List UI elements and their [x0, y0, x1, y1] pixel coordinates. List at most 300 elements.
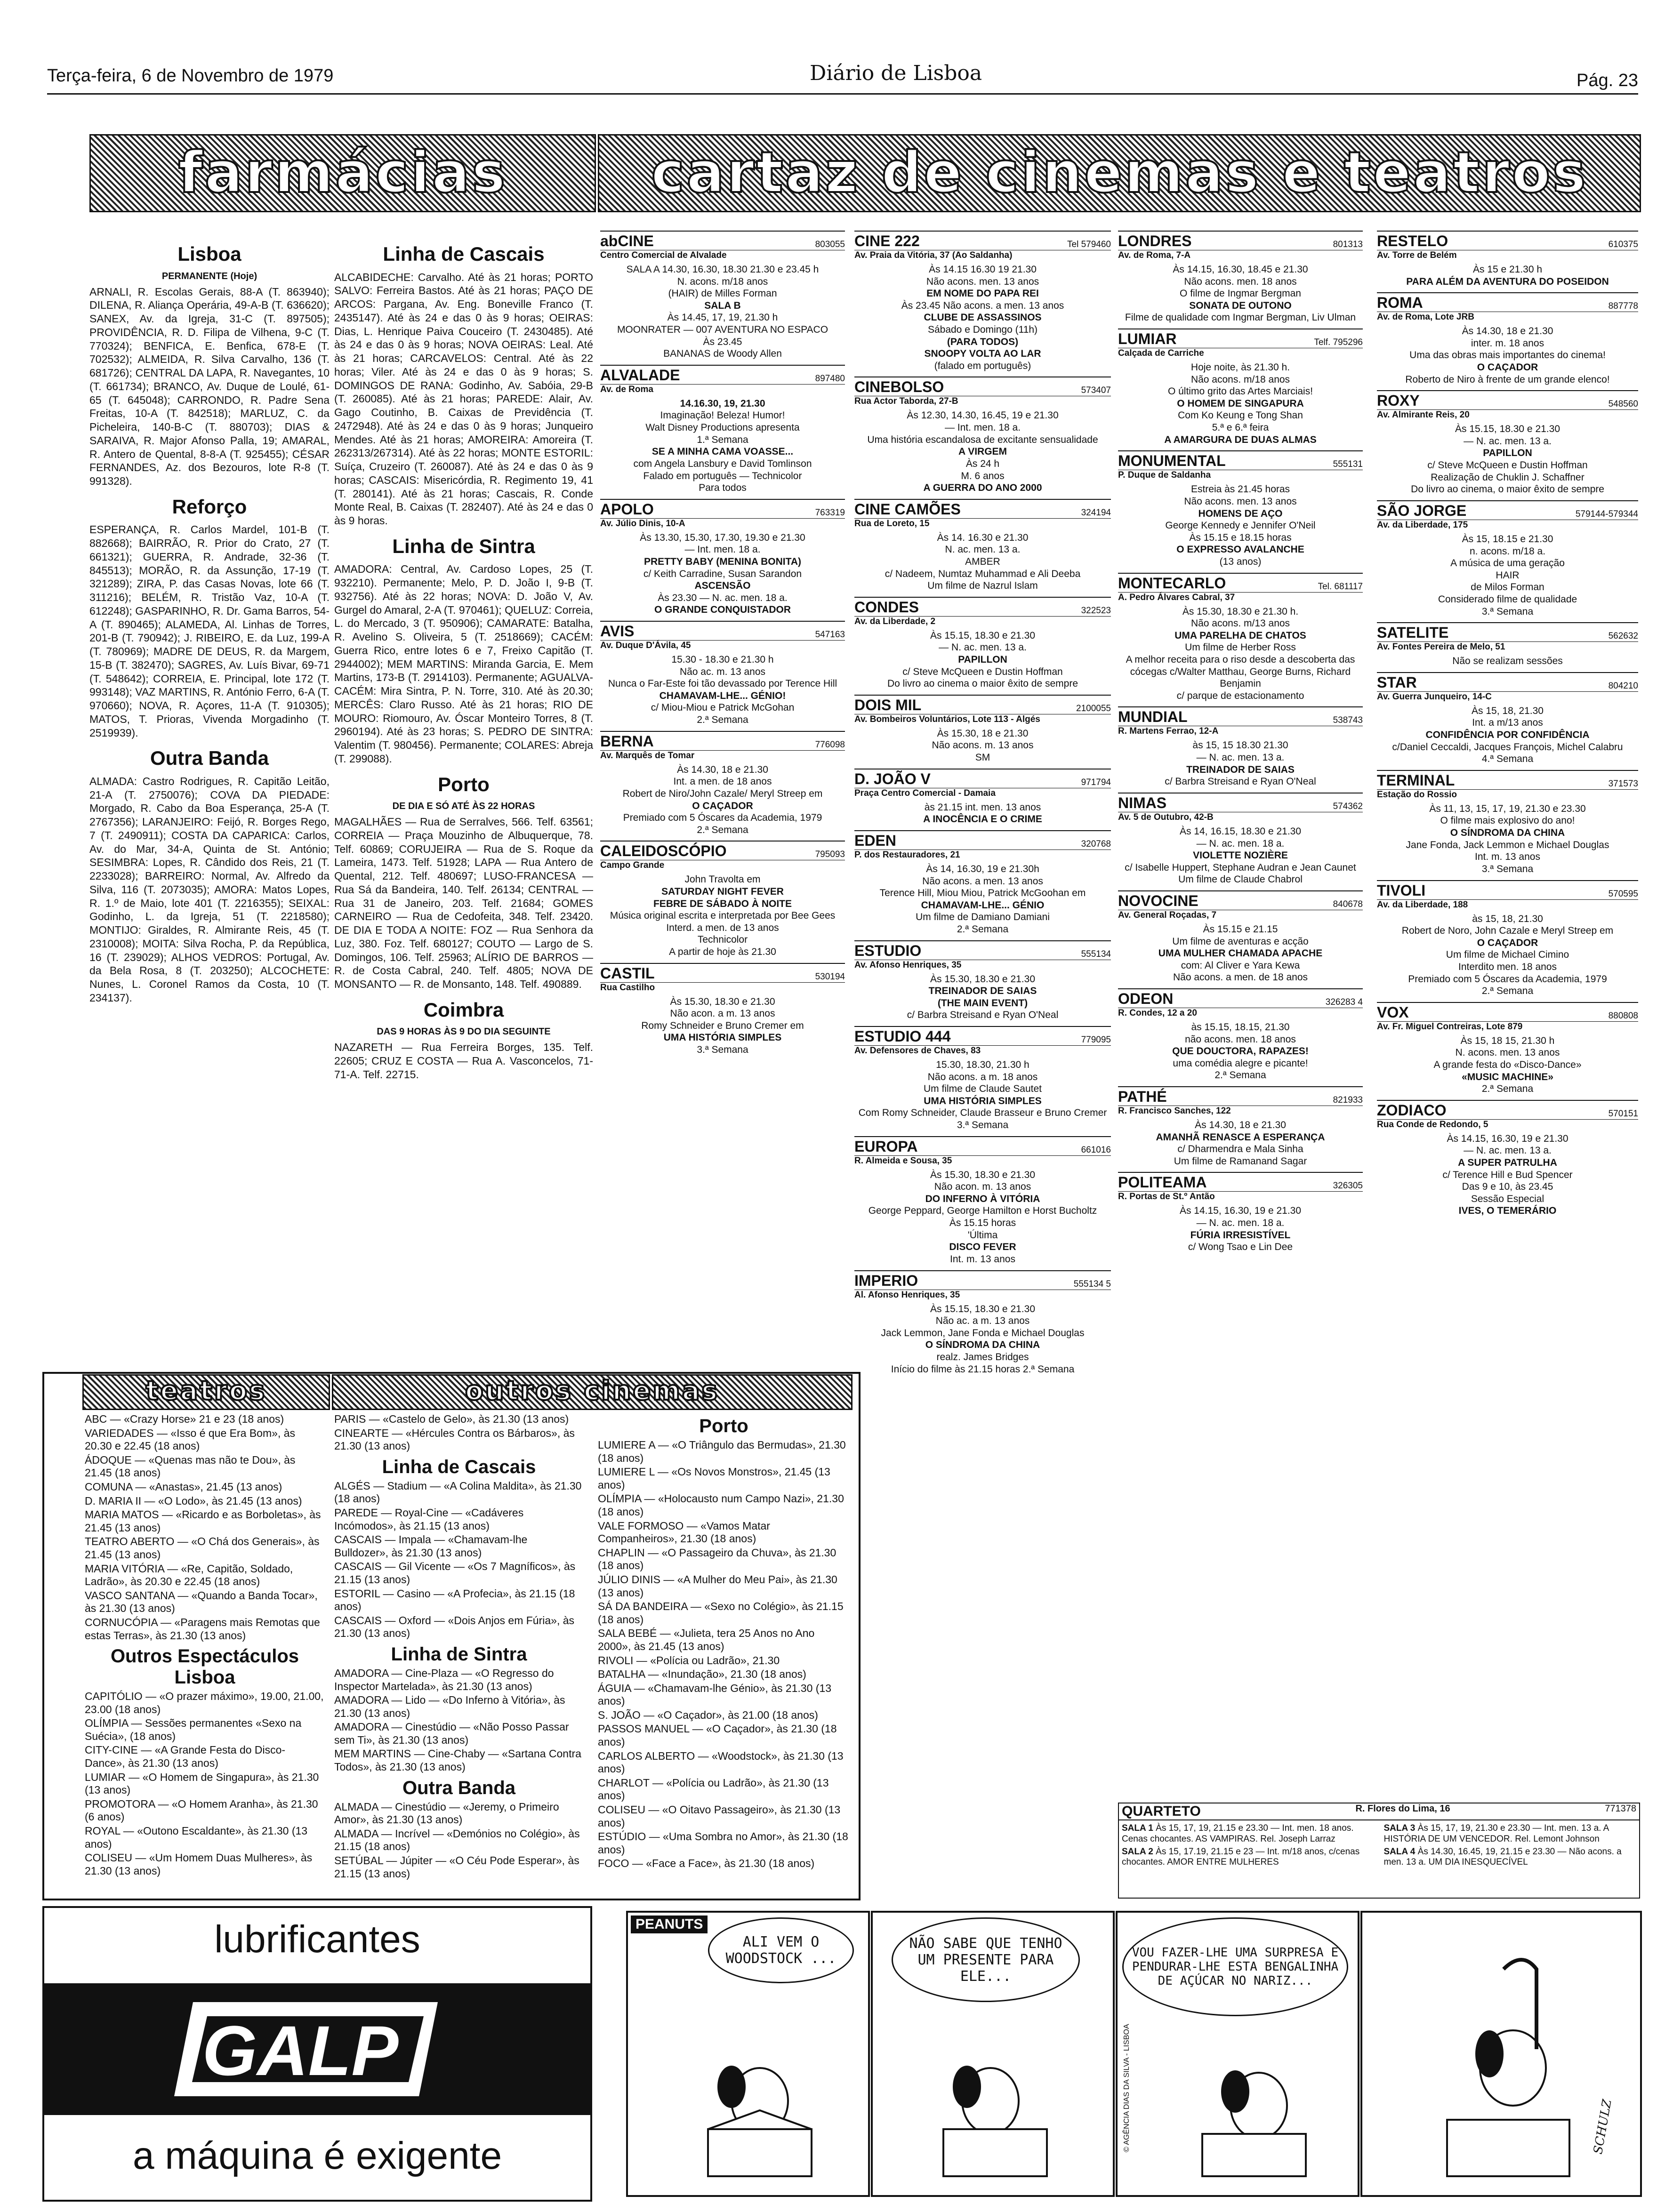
showtime-line: 3.ª Semana — [697, 1044, 748, 1056]
showtime-line: FÚRIA IRRESISTÍVEL — [1190, 1229, 1291, 1241]
cinema-address: Av. 5 de Outubro, 42-B — [1118, 812, 1214, 822]
showtime-line: c/ Barbra Streisand e Ryan O'Neal — [907, 1010, 1059, 1021]
showtime-line: SALA B — [704, 300, 741, 311]
showtime-line: DISCO FEVER — [949, 1242, 1016, 1253]
showtime-line: Não acon. a m. 13 anos — [670, 1008, 775, 1019]
cinema-name: CINE 222 — [854, 232, 920, 249]
showtime-line: CHAMAVAM-LHE... GÉNIO — [921, 899, 1045, 911]
showtime-line: Início do filme às 21.15 horas 2.ª Semana — [891, 1363, 1075, 1375]
pharmacies-banner: farmácias — [89, 134, 596, 212]
showtime-line: — N. ac. men. 13 a. — [939, 642, 1027, 653]
showtime-line: Realização de Chuklin J. Schaffner — [1431, 472, 1585, 483]
cinema-listing — [854, 597, 1111, 690]
showtime-line: A SUPER PATRULHA — [1458, 1157, 1557, 1169]
showtime-line: A AMARGURA DE DUAS ALMAS — [1164, 434, 1317, 445]
showtime-line: Um filme de Damiano Damiani — [916, 912, 1050, 923]
theatres-banner: teatros — [82, 1374, 330, 1410]
cinema-col-4 — [1377, 231, 1638, 1793]
cinema-listing: LUMIERE A — «O Triângulo das Bermudas», 21.30 (18 anos) — [598, 1439, 846, 1464]
section-subtitle: DE DIA E SÓ ATÉ ÀS 22 HORAS — [392, 801, 535, 811]
showtime-line: SE A MINHA CAMA VOASSE... — [652, 446, 794, 457]
showtime-line: George Peppard, George Hamilton e Horst Bucholtz — [868, 1205, 1097, 1217]
other-cinemas-col-2 — [598, 1412, 850, 1894]
showtime-line: A partir de hoje às 21.30 — [669, 946, 776, 957]
showtime-line: Não acons. men. 13 anos — [1184, 496, 1297, 507]
showtime-line: Às 14.30, 18 e 21.30 — [677, 764, 768, 775]
showtime-line: O EXPRESSO AVALANCHE — [1176, 544, 1304, 555]
cinema-listing — [1377, 622, 1638, 667]
showtime-line: Robert de Niro/John Cazale/ Meryl Streep em — [622, 788, 823, 799]
theatre-listing: MARIA MATOS — «Ricardo e as Borboletas», às 21.45 (13 anos) — [85, 1508, 321, 1534]
showtime-line: Às 11, 13, 15, 17, 19, 21.30 e 23.30 — [1429, 803, 1586, 814]
showtime-line: 2.ª Semana — [1481, 1083, 1534, 1095]
cinema-phone: 840678 — [1333, 899, 1363, 909]
cinema-name: EDEN — [854, 832, 896, 849]
showtime-line: Às 14.15, 16.30, 19 e 21.30 — [1447, 1133, 1569, 1144]
showtime-line: — N. ac. men. 13 a. — [1464, 1145, 1552, 1156]
showtime-line: Às 15.15, 18.30 e 21.30 — [930, 1303, 1035, 1314]
cinema-listing — [600, 963, 845, 1056]
show-listing: LUMIAR — «O Homem de Singapura», às 21.30 (13 anos) — [85, 1771, 319, 1796]
cinema-phone: 801313 — [1333, 240, 1363, 249]
theatre-listing: D. MARIA II — «O Lodo», às 21.45 (13 anos) — [85, 1494, 302, 1507]
quarteto-sala: SALA 1 Às 15, 17, 19, 21.15 e 23.30 — Int. men. 18 anos. Cenas chocantes. AS VAMPIRAS. Rel. Joseph Larraz — [1122, 1823, 1354, 1844]
cinema-listing: PASSOS MANUEL — «O Caçador», às 21.30 (18 anos) — [598, 1723, 837, 1748]
showtime-line: 14.16.30, 19, 21.30 — [680, 398, 765, 409]
cinema-listing: CASCAIS — Impala — «Chamavam-lhe Bulldozer», às 21.30 (13 anos) — [334, 1533, 528, 1559]
pharmacy-list: ESPERANÇA, R. Carlos Mardel, 101-B (T. 882668); BAIRRÃO, R. Prior do Crato, 27 (T. 661321); GUERRA, R. Andrade, 32-36 (T. 845513); MORÃO, R. da Assunção, 17-19 (T. 321289); ZIRA, P. das Casas Novas, lote 66 (T. 311216); BELÉM, R. Tristão Vaz, 10-A (T. 612248); GASPARINHO, R. Dr. Gama Barros, 54-A (T. 890465); ALAMEDA, Al. Linhas de Torres, 201-B (T. 790942); J. RIBEIRO, E. da Luz, 199-A (T. 780969); MADRE DE DEUS, R. da Margem, 15-B (T. 382470); SAGRES, Av. Luís Bivar, 69-71 (T. 548642); CORREIA, E. Principal, lote 172 (T. 993148); VAZ MARTINS, R. António Ferro, 6-A (T. 970660); NOVA, R. Açores, 11-A (T. 910305); MATOS, T. Prioras, Vivenda Morgadinho (T. 2519939). — [89, 523, 330, 739]
cinema-listing: PAREDE — Royal-Cine — «Cadáveres Incómodos», às 21.15 (13 anos) — [334, 1506, 524, 1532]
cinema-name: CONDES — [854, 598, 919, 616]
showtime-line: Às 15.15 e 21.15 — [1203, 923, 1278, 935]
showtime-line: (HAIR) de Milles Forman — [668, 288, 777, 299]
cinema-phone: 579144-579344 — [1575, 509, 1638, 519]
speech-balloon: ALI VEM O WOODSTOCK ... — [708, 1917, 854, 1983]
cinema-listing — [1118, 706, 1363, 787]
showtime-line: Int. a men. de 18 anos — [673, 776, 772, 787]
showtime-line: Não acons. m. 13 anos — [932, 740, 1034, 751]
showtime-line: — Int. men. 18 a. — [684, 544, 761, 555]
cinema-phone: 548560 — [1608, 399, 1638, 409]
cinema-address: R. Francisco Sanches, 122 — [1118, 1106, 1231, 1116]
theatre-listing: TEATRO ABERTO — «O Chá dos Generais», às 21.45 (13 anos) — [85, 1535, 320, 1561]
showtime-line: 2.ª Semana — [1481, 986, 1534, 997]
cinema-address: Al. Afonso Henriques, 35 — [854, 1290, 960, 1300]
cinema-name: SÃO JORGE — [1377, 502, 1467, 519]
cinema-name: RESTELO — [1377, 232, 1448, 249]
cinema-listing — [1118, 1086, 1363, 1167]
cinema-listing — [854, 830, 1111, 936]
showtime-line: Às 15.30, 18 e 21.30 — [937, 728, 1029, 739]
cinema-phone: 821933 — [1333, 1095, 1363, 1106]
cinema-name: abCINE — [600, 232, 654, 249]
showtime-line: Não acons. m/13 anos — [1190, 618, 1290, 629]
showtime-line: O CAÇADOR — [692, 800, 753, 811]
header-rule — [47, 93, 1638, 95]
showtime-line: c/ Keith Carradine, Susan Sarandon — [643, 568, 802, 579]
cinema-listing — [1377, 672, 1638, 765]
section-title: Coimbra — [423, 998, 504, 1021]
showtime-line: UMA PARELHA DE CHATOS — [1174, 630, 1306, 641]
cinema-name: CALEIDOSCÓPIO — [600, 842, 727, 860]
showtime-line: HOMENS DE AÇO — [1198, 508, 1283, 519]
section-title: Reforço — [172, 495, 247, 518]
showtime-line: A VIRGEM — [958, 446, 1007, 457]
showtime-line: Às 14.45, 17, 19, 21.30 h — [667, 312, 778, 323]
showtime-line: com Angela Lansbury e David Tomlinson — [633, 458, 812, 469]
pharmacy-list: ALCABIDECHE: Carvalho. Até às 21 horas; PORTO SALVO: Ferreira Bastos. Até às 21 horas; PAÇO DE ARCOS: Pargana, Av. Eng. Boneville Franco (T. 2435147). Até às 24 e das 0 às 9 horas; OEIRAS: Dias, L. Henrique Paiva Couceiro (T. 2430485). Até às 24 e das 0 às 9 horas; NOVA OEIRAS: Leal. Até às 21 horas; CARCAVELOS: Central. Até às 22 horas; Viler. Até às 24 e das 0 às 9 horas; S. DOMINGOS DE RANA: Godinho, Av. Sabóia, 29-B (T. 260085). Até às 21 horas; PAREDE: Alair, Av. Gago Coutinho, B. Caixas de Previdência (T. 2472948). Até às 24 e das 0 às 9 horas; Junqueiro Mendes. Até às 21 horas; AMOREIRA: Amoreira (T. 262313/267314). Até às 22 horas; MONTE ESTORIL: Suíça, Cruzeiro (T. 260087). Até às 24 e das 0 às 9 horas; CASCAIS: Misericórdia, R. Regimento 19, 41 (T. 280141). Até às 21 horas; Cascais, R. Conde Monte Real, B. Caixas (T. 282407). Até às 24 e das 0 às 9 horas. — [334, 271, 593, 527]
showtime-line: A INOCÊNCIA E O CRIME — [923, 814, 1042, 825]
showtime-line: George Kennedy e Jennifer O'Neil — [1165, 520, 1316, 531]
pharmacies-col-2 — [334, 235, 593, 1355]
showtime-line: Uma das obras mais importantes do cinema! — [1409, 350, 1606, 361]
showtime-line: Às 12.30, 14.30, 16.45, 19 e 21.30 — [907, 410, 1059, 421]
cinema-listing — [1118, 231, 1363, 324]
showtime-line: 'Última — [967, 1229, 998, 1241]
showtime-line: Sessão Especial — [1471, 1193, 1544, 1204]
showtime-line: c/ Barbra Streisand e Ryan O'Neal — [1165, 776, 1316, 787]
cinema-address: P. Duque de Saldanha — [1118, 470, 1211, 481]
showtime-line: SATURDAY NIGHT FEVER — [661, 886, 784, 897]
showtime-line: às 15, 18, 21.30 — [1472, 913, 1543, 924]
cinema-name: AVIS — [600, 623, 635, 640]
cinema-phone: Telf. 795296 — [1314, 337, 1363, 348]
showtime-line: Às 23.45 Não acons. a men. 13 anos — [901, 300, 1064, 311]
cinema-name: IMPERIO — [854, 1272, 918, 1289]
showtime-line: Das 9 e 10, às 23.45 — [1462, 1181, 1553, 1193]
showtime-line: Música original escrita e interpretada por Bee Gees — [610, 910, 836, 922]
showtime-line: Às 15.30, 18.30 e 21.30 — [930, 973, 1035, 985]
cinema-name: CASTIL — [600, 964, 655, 982]
cinema-listing — [1118, 890, 1363, 984]
cinema-listing — [1118, 988, 1363, 1082]
speech-balloon: NÃO SABE QUE TENHO UM PRESENTE PARA ELE... — [892, 1917, 1080, 2002]
showtime-line: 1.ª Semana — [697, 434, 748, 445]
cinema-name: CINEBOLSO — [854, 378, 944, 396]
cinema-phone: 880808 — [1608, 1010, 1638, 1021]
showtime-line: TREINADOR DE SAIAS — [928, 986, 1037, 997]
showtime-line: A grande festa do «Disco-Dance» — [1433, 1059, 1582, 1070]
showtime-line: Um filme de Herber Ross — [1185, 642, 1296, 653]
showtime-line: c/ Steve McQueen e Dustin Hoffman — [902, 666, 1063, 677]
cinema-banner: cartaz de cinemas e teatros — [598, 134, 1641, 212]
showtime-line: (falado em português) — [934, 360, 1031, 371]
showtime-line: c/ Isabelle Huppert, Stephane Audran e Jean Caunet — [1125, 862, 1356, 873]
cinema-listing — [1118, 573, 1363, 702]
showtime-line: Filme de qualidade com Ingmar Bergman, Liv Ulman — [1125, 312, 1356, 323]
showtime-line: O HOMEM DE SINGAPURA — [1177, 398, 1304, 409]
cinema-name: MUNDIAL — [1118, 708, 1188, 726]
theatre-listing: COMUNA — «Anastas», 21.45 (13 anos) — [85, 1480, 282, 1493]
section-title: Linha de Sintra — [391, 1643, 527, 1665]
showtime-line: O CAÇADOR — [1477, 362, 1538, 373]
showtime-line: 2.ª Semana — [1215, 1070, 1266, 1081]
showtime-line: às 21.15 int. men. 13 anos — [924, 801, 1041, 813]
showtime-line: Às 13.30, 15.30, 17.30, 19.30 e 21.30 — [640, 532, 805, 543]
showtime-line: A melhor receita para o riso desde a descoberta das cócegas c/Walter Matthau, George Burns, Richard Benjamin — [1126, 654, 1355, 689]
galp-advertisement — [42, 1906, 592, 2202]
showtime-line: PARA ALÉM DA AVENTURA DO POSEIDON — [1406, 276, 1609, 287]
cinema-listing — [854, 1270, 1111, 1376]
showtime-line: 2.ª Semana — [697, 824, 748, 835]
showtime-line: Um filme de Nazrul Islam — [927, 580, 1038, 592]
section-title: Linha de Cascais — [382, 1456, 536, 1477]
showtime-line: Não acons. a men. de 18 anos — [1173, 972, 1308, 983]
showtime-line: Robert de Noro, John Cazale e Meryl Streep em — [1401, 925, 1614, 937]
showtime-line: M. 6 anos — [961, 470, 1005, 481]
showtime-line: MOONRATER — 007 AVENTURA NO ESPACO — [617, 324, 828, 336]
cinema-name: ZODIACO — [1377, 1101, 1447, 1119]
pharmacy-list: AMADORA: Central, Av. Cardoso Lopes, 25 (T. 932210). Permanente; Melo, P. D. João I, 9-B (T. 932756). Até às 22 horas; NOVA: D. João V, Av. Gurgel do Amaral, 2-A (T. 970461); QUELUZ: Correia, L. do Mercado, 3 (T. 950906); CAMARATE: Batalha, R. Avelino S. Oliveira, 5 (T. 2518669); CACÉM: Guerra Rico, entre lotes 6 e 7, Freixo Capitão (T. 2944002); MEM MARTINS: Miranda Garcia, E. Mem Martins, 173-B (T. 2914103). Permanente; AGUALVA-CACÉM: Mira Sintra, P. N. Torre, 310. Até às 20.30; MERCÊS: Claro Russo. Até às 21 horas; RIO DE MOURO: Riomouro, Av. Óscar Monteiro Torres, 8 (T. 2960194). Até às 23 horas; S. PEDRO DE SINTRA: Valentim (T. 980456). Permanente; COLARES: Abreja (T. 299088). — [334, 563, 593, 765]
showtime-line: CLUBE DE ASSASSINOS — [924, 312, 1042, 323]
cinema-listing — [1118, 1172, 1363, 1253]
showtime-line: com: Al Cliver e Yara Kewa — [1181, 960, 1300, 971]
showtime-line: Às 15, 18.15 e 21.30 — [1462, 533, 1553, 545]
cinema-phone: 562632 — [1608, 631, 1638, 641]
cinema-name: VOX — [1377, 1003, 1409, 1021]
showtime-line: Às 15, 18 15, 21.30 h — [1460, 1035, 1555, 1046]
showtime-line: SNOOPY VOLTA AO LAR — [924, 348, 1041, 360]
showtime-line: Premiado com 5 Óscares da Academia, 1979 — [623, 812, 822, 824]
section-title: Outra Banda — [150, 747, 269, 769]
cinema-name: ESTUDIO — [854, 942, 922, 959]
showtime-line: de Milos Forman — [1471, 582, 1544, 593]
showtime-line: Às 23.45 — [703, 336, 742, 347]
cinema-phone: 887778 — [1608, 301, 1638, 312]
cinema-address: Av. Guerra Junqueiro, 14-C — [1377, 691, 1492, 702]
cinema-listing: CASCAIS — Oxford — «Dois Anjos em Fúria», às 21.30 (13 anos) — [334, 1614, 575, 1640]
cinema-address: Centro Comercial de Alvalade — [600, 250, 727, 260]
cinema-address: Av. Torre de Belém — [1377, 250, 1457, 260]
showtime-line: IVES, O TEMERÁRIO — [1458, 1205, 1557, 1217]
showtime-line: Não acons. a m. 18 anos — [927, 1071, 1038, 1082]
cinema-address: Av. General Roçadas, 7 — [1118, 910, 1217, 920]
showtime-line: c/ Steve McQueen e Dustin Hoffman — [1427, 460, 1588, 471]
showtime-line: O SÍNDROMA DA CHINA — [925, 1339, 1040, 1351]
quarteto-listing — [1118, 1803, 1640, 1899]
cinema-listing: CINEARTE — «Hércules Contra os Bárbaros», às 21.30 (13 anos) — [334, 1427, 575, 1452]
showtime-line: PRETTY BABY (MENINA BONITA) — [643, 556, 802, 567]
cinema-listing: SALA BEBÉ — «Julieta, tera 25 Anos no Ano 2000», às 21.45 (13 anos) — [598, 1627, 815, 1652]
showtime-line: Uma história escandalosa de excitante sensualidade — [867, 434, 1098, 445]
showtime-line: Imaginação! Beleza! Humor! — [660, 410, 785, 421]
cinema-name: ROMA — [1377, 294, 1423, 312]
cinema-listing: COLISEU — «O Oitavo Passageiro», às 21.30 (13 anos) — [598, 1803, 841, 1829]
showtime-line: Às 15.15, 18.30 e 21.30 — [1455, 424, 1560, 435]
cinema-listing — [854, 499, 1111, 592]
showtime-line: Falado em português — Technicolor — [643, 470, 802, 481]
showtime-line: Int. m. 13 anos — [1475, 851, 1540, 863]
showtime-line: Às 15.15, 18.30 e 21.30 — [930, 630, 1035, 641]
cinema-listing: ALMADA — Incrível — «Demónios no Colégio», às 21.15 (18 anos) — [334, 1827, 580, 1853]
cinema-phone: 324194 — [1081, 507, 1111, 518]
cinema-phone: 326305 — [1333, 1181, 1363, 1191]
showtime-line: Às 14, 16.30, 19 e 21.30h — [926, 863, 1039, 874]
showtime-line: UMA HISTÓRIA SIMPLES — [663, 1032, 782, 1043]
showtime-line: UMA MULHER CHAMADA APACHE — [1158, 948, 1323, 959]
cinema-name: ROXY — [1377, 392, 1420, 409]
cinema-listing: PARIS — «Castelo de Gelo», às 21.30 (13 anos) — [334, 1413, 569, 1425]
showtime-line: Sábado e Domingo (11h) — [927, 324, 1038, 336]
cinema-listing — [600, 621, 845, 726]
showtime-line: Às 15, 18, 21.30 — [1472, 705, 1544, 716]
showtime-line: c/Daniel Ceccaldi, Jacques François, Michel Calabru — [1392, 741, 1623, 753]
showtime-line: Não acons. men. 18 anos — [1184, 276, 1297, 287]
cinema-listing — [1377, 390, 1638, 496]
showtime-line: Hoje noite, às 21.30 h. — [1190, 362, 1290, 373]
showtime-line: Às 14.30, 18 e 21.30 — [1195, 1120, 1286, 1131]
showtime-line: 3.ª Semana — [957, 1120, 1009, 1131]
theatre-listing: ÁDOQUE — «Quenas mas não te Dou», às 21.45 (18 anos) — [85, 1453, 296, 1479]
showtime-line: Não acons. men. 13 anos — [926, 276, 1039, 287]
cinema-name: APOLO — [600, 500, 654, 518]
cinema-address: Estação do Rossio — [1377, 789, 1457, 800]
cinema-address: R. Condes, 12 a 20 — [1118, 1008, 1197, 1018]
showtime-line: PAPILLON — [958, 654, 1007, 665]
showtime-line: — N. ac. men. 13 a. — [1196, 752, 1285, 763]
cinema-address: Av. Duque D'Ávila, 45 — [600, 641, 691, 651]
cinema-listing — [854, 1026, 1111, 1131]
showtime-line: Um filme de aventuras e acção — [1172, 936, 1309, 947]
showtime-line: n. acons. m/18 a. — [1469, 545, 1546, 557]
showtime-line: uma comédia alegre e picante! — [1173, 1058, 1308, 1069]
comic-title: PEANUTS — [631, 1915, 708, 1933]
galp-logo — [42, 1983, 592, 2115]
showtime-line: ASCENSÃO — [694, 580, 751, 592]
showtime-line: Int. a m/13 anos — [1472, 717, 1543, 729]
cinema-listing: ALGÉS — Stadium — «A Colina Maldita», às 21.30 (18 anos) — [334, 1479, 582, 1505]
cinema-phone: 776098 — [815, 739, 845, 750]
showtime-line: c/ Dharmendra e Mala Sinha — [1177, 1144, 1303, 1155]
cinema-listing: CASCAIS — Gil Vicente — «Os 7 Magníficos», às 21.15 (13 anos) — [334, 1560, 576, 1586]
cinema-address: R. Martens Ferrao, 12-A — [1118, 726, 1219, 737]
showtime-line: AMBER — [965, 556, 1000, 567]
cinema-listing: BATALHA — «Inundação», 21.30 (18 anos) — [598, 1668, 806, 1681]
cinema-phone: 2100055 — [1076, 703, 1111, 713]
section-title: Lisboa — [177, 243, 241, 265]
cinema-listing — [854, 769, 1111, 825]
cinema-listing — [1118, 329, 1363, 446]
cinema-listing: JÚLIO DINIS — «A Mulher do Meu Pai», às 21.30 (13 anos) — [598, 1573, 837, 1599]
cinema-name: LONDRES — [1118, 232, 1192, 249]
showtime-line: O SÍNDROMA DA CHINA — [1450, 827, 1565, 839]
cinema-listing — [1377, 770, 1638, 875]
showtime-line: Romy Schneider e Bruno Cremer em — [641, 1020, 804, 1031]
cinema-listing — [1377, 500, 1638, 617]
peanuts-panel-3 — [1116, 1911, 1359, 2197]
showtime-line: Às 14. 16.30 e 21.30 — [937, 532, 1029, 543]
show-listing: ROYAL — «Outono Escaldante», às 21.30 (13 anos) — [85, 1825, 308, 1850]
speech-balloon: VOU FAZER-LHE UMA SURPRESA E PENDURAR-LHE ESTA BENGALINHA DE AÇÚCAR NO NARIZ... — [1122, 1917, 1348, 2016]
cinema-phone: 555131 — [1333, 459, 1363, 470]
cinema-listing — [600, 841, 845, 958]
showtime-line: DO INFERNO À VITÓRIA — [925, 1193, 1040, 1204]
cinema-address: Av. Fontes Pereira de Melo, 51 — [1377, 642, 1505, 652]
cinema-address: Av. Afonso Henriques, 35 — [854, 960, 962, 970]
showtime-line: PAPILLON — [1483, 448, 1532, 459]
showtime-line: 2.ª Semana — [697, 714, 748, 726]
showtime-line: c/ parque de estacionamento — [1176, 690, 1304, 701]
showtime-line: Um filme de Claude Chabrol — [1178, 874, 1303, 885]
cinema-phone: 779095 — [1081, 1034, 1111, 1045]
cinema-col-2 — [854, 231, 1111, 1375]
cinema-listing — [1118, 450, 1363, 568]
showtime-line: SM — [975, 752, 990, 763]
cinema-phone: 538743 — [1333, 715, 1363, 726]
showtime-line: 2.ª Semana — [957, 923, 1009, 935]
cinema-listing — [854, 1136, 1111, 1266]
cinema-phone: 610375 — [1608, 240, 1638, 249]
cinema-name: MONTECARLO — [1118, 574, 1226, 592]
showtime-line: Às 15.30, 18.30 e 21.30 h. — [1182, 606, 1299, 617]
showtime-line: Interd. a men. de 13 anos — [666, 922, 779, 933]
cinema-name: TIVOLI — [1377, 882, 1426, 899]
showtime-line: QUE DOUCTORA, RAPAZES! — [1172, 1046, 1309, 1057]
cinema-listing — [1377, 880, 1638, 997]
showtime-line: — Int. men. 18 a. — [944, 422, 1021, 433]
cinema-address: Calçada de Carriche — [1118, 348, 1204, 359]
cinema-name: TERMINAL — [1377, 771, 1455, 789]
showtime-line: (THE MAIN EVENT) — [937, 997, 1028, 1009]
other-cinemas-col-1 — [334, 1412, 584, 1894]
cinema-phone: 897480 — [815, 373, 845, 384]
showtime-line: CONFIDÊNCIA POR CONFIDÊNCIA — [1425, 729, 1590, 741]
cinema-address: Campo Grande — [600, 860, 665, 871]
cinema-phone: 803055 — [815, 240, 845, 249]
snoopy-icon — [1118, 1913, 1358, 2195]
showtime-line: CHAMAVAM-LHE... GÉNIO! — [659, 690, 786, 701]
showtime-line: FEBRE DE SÁBADO À NOITE — [653, 898, 792, 909]
section-title: Porto — [699, 1416, 748, 1436]
showtime-line: às 15, 15 18.30 21.30 — [1192, 740, 1288, 751]
peanuts-panel-2 — [871, 1911, 1115, 2197]
cinema-name: SATELITE — [1377, 624, 1449, 641]
cinema-listing — [600, 365, 845, 494]
showtime-line: Premiado com 5 Óscares da Academia, 1979 — [1408, 973, 1607, 985]
section-title: Linha de Cascais — [383, 243, 545, 265]
showtime-line: Jack Lemmon, Jane Fonda e Michael Douglas — [881, 1327, 1085, 1338]
cinema-listing — [854, 231, 1111, 372]
showtime-line: c/ Nadeem, Numtaz Muhammad e Ali Deeba — [885, 568, 1081, 579]
showtime-line: Para todos — [699, 482, 747, 494]
other-cinemas-banner: outros cinemas — [332, 1374, 853, 1410]
showtime-line: Às 15.30, 18.30 e 21.30 — [670, 996, 775, 1007]
section-subtitle: DAS 9 HORAS ÀS 9 DO DIA SEGUINTE — [377, 1026, 551, 1037]
cinema-address: R. Almeida e Sousa, 35 — [854, 1155, 952, 1166]
cinema-listing: ESTÚDIO — «Uma Sombra no Amor», às 21.30 (18 anos) — [598, 1830, 848, 1856]
showtime-line: Às 14.30, 18 e 21.30 — [1462, 326, 1553, 337]
cinema-address: A. Pedro Álvares Cabral, 37 — [1118, 592, 1235, 602]
cinema-listing: ALMADA — Cinestúdio — «Jeremy, o Primeiro Amor», às 21.30 (13 anos) — [334, 1800, 559, 1826]
page-header — [47, 61, 1638, 89]
showtime-line: às 15.15, 18.15, 21.30 — [1191, 1021, 1290, 1033]
cinema-listing: S. JOÃO — «O Caçador», às 21.00 (18 anos) — [598, 1708, 818, 1721]
showtime-line: Com Ko Keung e Tong Shan — [1178, 410, 1303, 421]
showtime-line: realz. James Bridges — [936, 1351, 1029, 1362]
show-listing: OLÍMPIA — Sessões permanentes «Sexo na Suécia», (18 anos) — [85, 1717, 302, 1742]
showtime-line: c/ Miou-Miou e Patrick McGohan — [651, 702, 795, 713]
showtime-line: Nunca o Far-Este foi tão devassado por Terence Hill — [608, 678, 837, 689]
showtime-line: SALA A 14.30, 16.30, 18.30 21.30 e 23.45 h — [626, 264, 819, 275]
showtime-line: 4.ª Semana — [1481, 753, 1534, 765]
cinema-listing: MEM MARTINS — Cine-Chaby — «Sartana Contra Todos», às 21.30 (13 anos) — [334, 1747, 581, 1773]
cinema-listing: AMADORA — Lido — «Do Inferno à Vitória», às 21.30 (13 anos) — [334, 1694, 565, 1719]
theatre-listing: ABC — «Crazy Horse» 21 e 23 (18 anos) — [85, 1413, 284, 1425]
cinema-phone: 763319 — [815, 507, 845, 518]
cinema-name: ODEON — [1118, 990, 1174, 1007]
cinema-listing — [1118, 793, 1363, 886]
showtime-line: Estreia às 21.45 horas — [1190, 484, 1290, 495]
